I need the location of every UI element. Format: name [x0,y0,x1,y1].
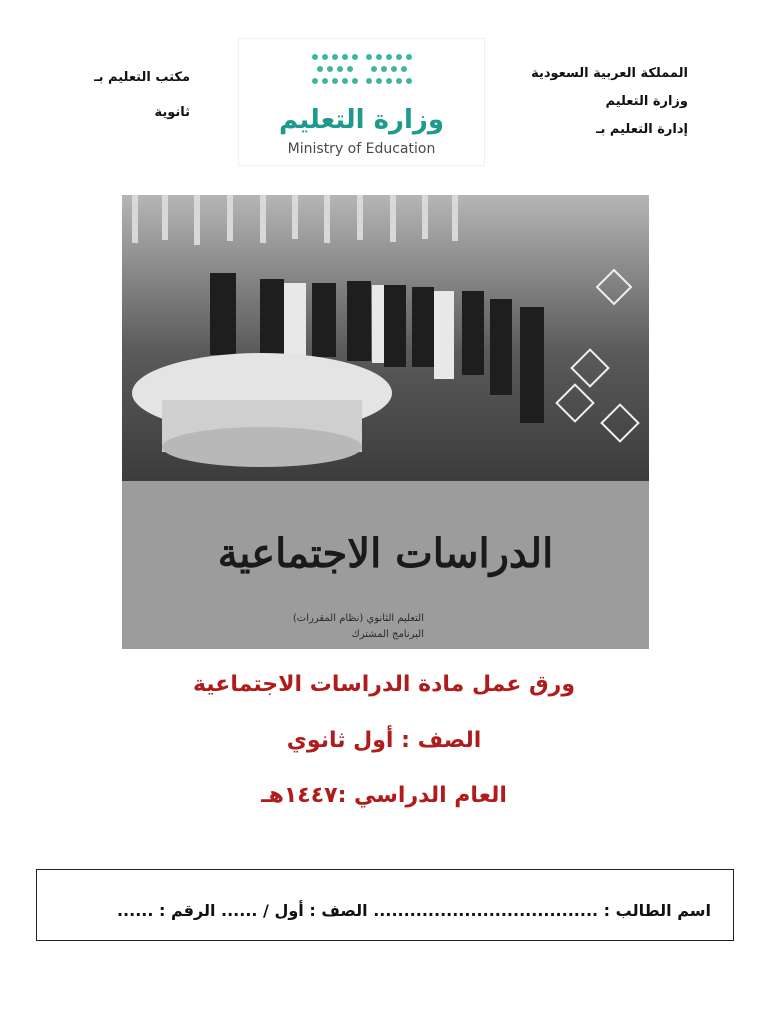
grade-label: الصف : أول ثانوي [286,728,482,753]
student-info-line[interactable]: اسم الطالب : ..................................... الصف : أول / ...... الرقم : ...... [116,901,711,920]
kingdom-label: المملكة العربية السعودية [531,66,688,81]
academic-year-label: العام الدراسي :١٤٤٧هـ [261,783,507,808]
logo-english-text: Ministry of Education [287,141,436,157]
student-info-box [36,869,734,941]
ministry-logo [238,38,485,166]
school-label: ثانوية [154,105,190,120]
department-label: إدارة التعليم بـ [596,122,688,137]
header-right-block [531,60,688,144]
signing-ceremony-illustration [122,195,649,481]
worksheet-title: ورق عمل مادة الدراسات الاجتماعية [192,672,576,697]
textbook-cover-image [122,195,649,649]
header-left-block [90,60,190,130]
cover-subtitle: التعليم الثانوي (نظام المقررات) [292,613,424,624]
ministry-label: وزارة التعليم [605,94,688,109]
cover-photo [122,195,649,481]
logo-arabic-text: وزارة التعليم [279,105,444,135]
logo-dots-icon [239,39,484,105]
cover-program: البرنامج المشترك [351,629,424,640]
cover-title: الدراسات الاجتماعية [217,530,554,577]
office-label: مكتب التعليم بـ [94,70,190,85]
